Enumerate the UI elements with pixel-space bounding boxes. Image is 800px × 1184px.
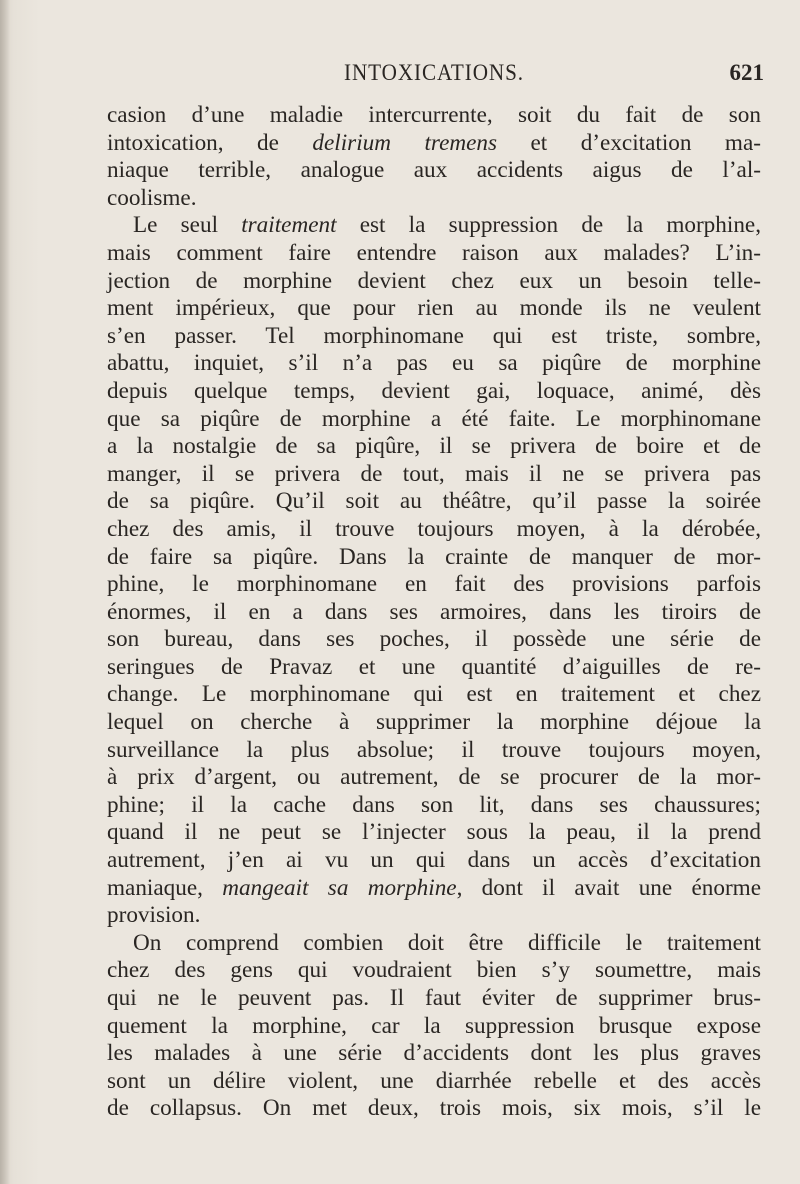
italic-text: delirium tremens xyxy=(312,129,498,156)
text-line xyxy=(107,295,761,323)
text-line xyxy=(107,516,761,544)
text-segment: depuis quelque temps, devient gai, loquace, animé, dès xyxy=(107,377,761,404)
text-segment: maniaque, xyxy=(107,874,223,901)
text-line xyxy=(107,654,761,682)
text-line xyxy=(107,461,761,489)
text-line xyxy=(107,323,761,351)
paragraph xyxy=(107,930,761,1123)
text-segment: Le seul xyxy=(133,212,242,239)
text-line xyxy=(107,847,761,875)
text-line xyxy=(107,1040,761,1068)
text-line xyxy=(107,433,761,461)
italic-text: mangeait sa morphine xyxy=(222,874,457,901)
text-segment: On comprend combien doit être difficile le traitement xyxy=(133,929,761,956)
text-line xyxy=(107,130,761,158)
text-segment: et d’excitation ma- xyxy=(497,129,761,156)
text-line xyxy=(107,681,761,709)
text-line xyxy=(107,764,761,792)
text-line xyxy=(107,819,761,847)
text-line xyxy=(107,240,761,268)
text-segment: s’en passer. Tel morphinomane qui est triste, sombre, xyxy=(107,322,761,349)
text-line xyxy=(107,985,761,1013)
text-line xyxy=(107,1068,761,1096)
text-segment: abattu, inquiet, s’il n’a pas eu sa piqûre de morphine xyxy=(107,350,761,377)
text-line xyxy=(107,157,761,185)
text-line xyxy=(107,488,761,516)
text-line xyxy=(107,930,761,958)
text-line xyxy=(107,544,761,572)
text-line xyxy=(107,268,761,296)
paragraph xyxy=(107,212,761,929)
binding-shadow xyxy=(0,0,10,1184)
text-line xyxy=(107,599,761,627)
text-line xyxy=(107,957,761,985)
text-line xyxy=(107,1095,761,1123)
text-segment: lequel on cherche à supprimer la morphine déjoue la xyxy=(107,709,761,736)
text-segment: change. Le morphinomane qui est en traitement et chez xyxy=(107,681,761,708)
text-line xyxy=(107,737,761,765)
text-line xyxy=(107,875,761,903)
text-line xyxy=(107,626,761,654)
text-line xyxy=(107,709,761,737)
paragraph xyxy=(107,102,761,212)
text-segment: manger, il se privera de tout, mais il ne se privera pas xyxy=(107,460,761,487)
text-segment: niaque terrible, analogue aux accidents aigus de l’al- xyxy=(107,157,761,184)
page-number: 621 xyxy=(729,60,764,85)
text-segment: chez des gens qui voudraient bien s’y soumettre, mais xyxy=(107,957,761,984)
text-line xyxy=(107,212,761,240)
text-segment: quand il ne peut se l’injecter sous la peau, il la prend xyxy=(107,819,761,846)
text-segment: provision. xyxy=(107,902,201,929)
text-segment: de collapsus. On met deux, trois mois, six mois, s’il le xyxy=(107,1095,761,1122)
text-segment: jection de morphine devient chez eux un besoin telle- xyxy=(107,267,761,294)
text-segment: chez des amis, il trouve toujours moyen, à la dérobée, xyxy=(107,515,761,542)
text-line xyxy=(107,350,761,378)
text-segment: sont un délire violent, une diarrhée rebelle et des accès xyxy=(107,1067,761,1094)
text-segment: de faire sa piqûre. Dans la crainte de manquer de mor- xyxy=(107,543,761,570)
page-header xyxy=(104,60,764,90)
running-title: INTOXICATIONS. xyxy=(343,60,525,85)
text-segment: mais comment faire entendre raison aux malades? L’in- xyxy=(107,239,761,266)
text-segment: est la suppression de la morphine, xyxy=(336,212,761,239)
text-segment: ment impérieux, que pour rien au monde ils ne veulent xyxy=(107,295,761,322)
text-segment: phine, le morphinomane en fait des provisions parfois xyxy=(107,571,761,598)
text-segment: que sa piqûre de morphine a été faite. Le morphinomane xyxy=(107,405,761,432)
text-line xyxy=(107,102,761,130)
text-segment: , dont il avait une énorme xyxy=(456,874,761,901)
text-line xyxy=(107,378,761,406)
text-segment: seringues de Pravaz et une quantité d’aiguilles de re- xyxy=(107,653,761,680)
text-segment: coolisme. xyxy=(107,184,197,211)
text-segment: à prix d’argent, ou autrement, de se procurer de la mor- xyxy=(107,764,761,791)
text-segment: autrement, j’en ai vu un qui dans un accès d’excitation xyxy=(107,847,761,874)
italic-text: traitement xyxy=(241,212,337,239)
text-segment: intoxication, de xyxy=(107,129,313,156)
text-line xyxy=(107,185,761,213)
text-segment: de sa piqûre. Qu’il soit au théâtre, qu’il passe la soirée xyxy=(107,488,761,515)
text-line xyxy=(107,902,761,930)
text-line xyxy=(107,1013,761,1041)
body-text xyxy=(107,102,761,1123)
text-segment: qui ne le peuvent pas. Il faut éviter de supprimer brus- xyxy=(107,985,761,1011)
text-segment: son bureau, dans ses poches, il possède une série de xyxy=(107,626,761,653)
text-line xyxy=(107,406,761,434)
text-segment: phine; il la cache dans son lit, dans ses chaussures; xyxy=(107,791,761,818)
text-segment: les malades à une série d’accidents dont les plus graves xyxy=(107,1040,761,1067)
text-segment: surveillance la plus absolue; il trouve toujours moyen, xyxy=(107,736,761,763)
text-segment: énormes, il en a dans ses armoires, dans les tiroirs de xyxy=(107,598,761,625)
text-line xyxy=(107,792,761,820)
text-line xyxy=(107,571,761,599)
text-segment: quement la morphine, car la suppression brusque expose xyxy=(107,1012,761,1039)
text-segment: casion d’une maladie intercurrente, soit du fait de son xyxy=(107,102,761,128)
text-segment: a la nostalgie de sa piqûre, il se privera de boire et de xyxy=(107,433,761,460)
